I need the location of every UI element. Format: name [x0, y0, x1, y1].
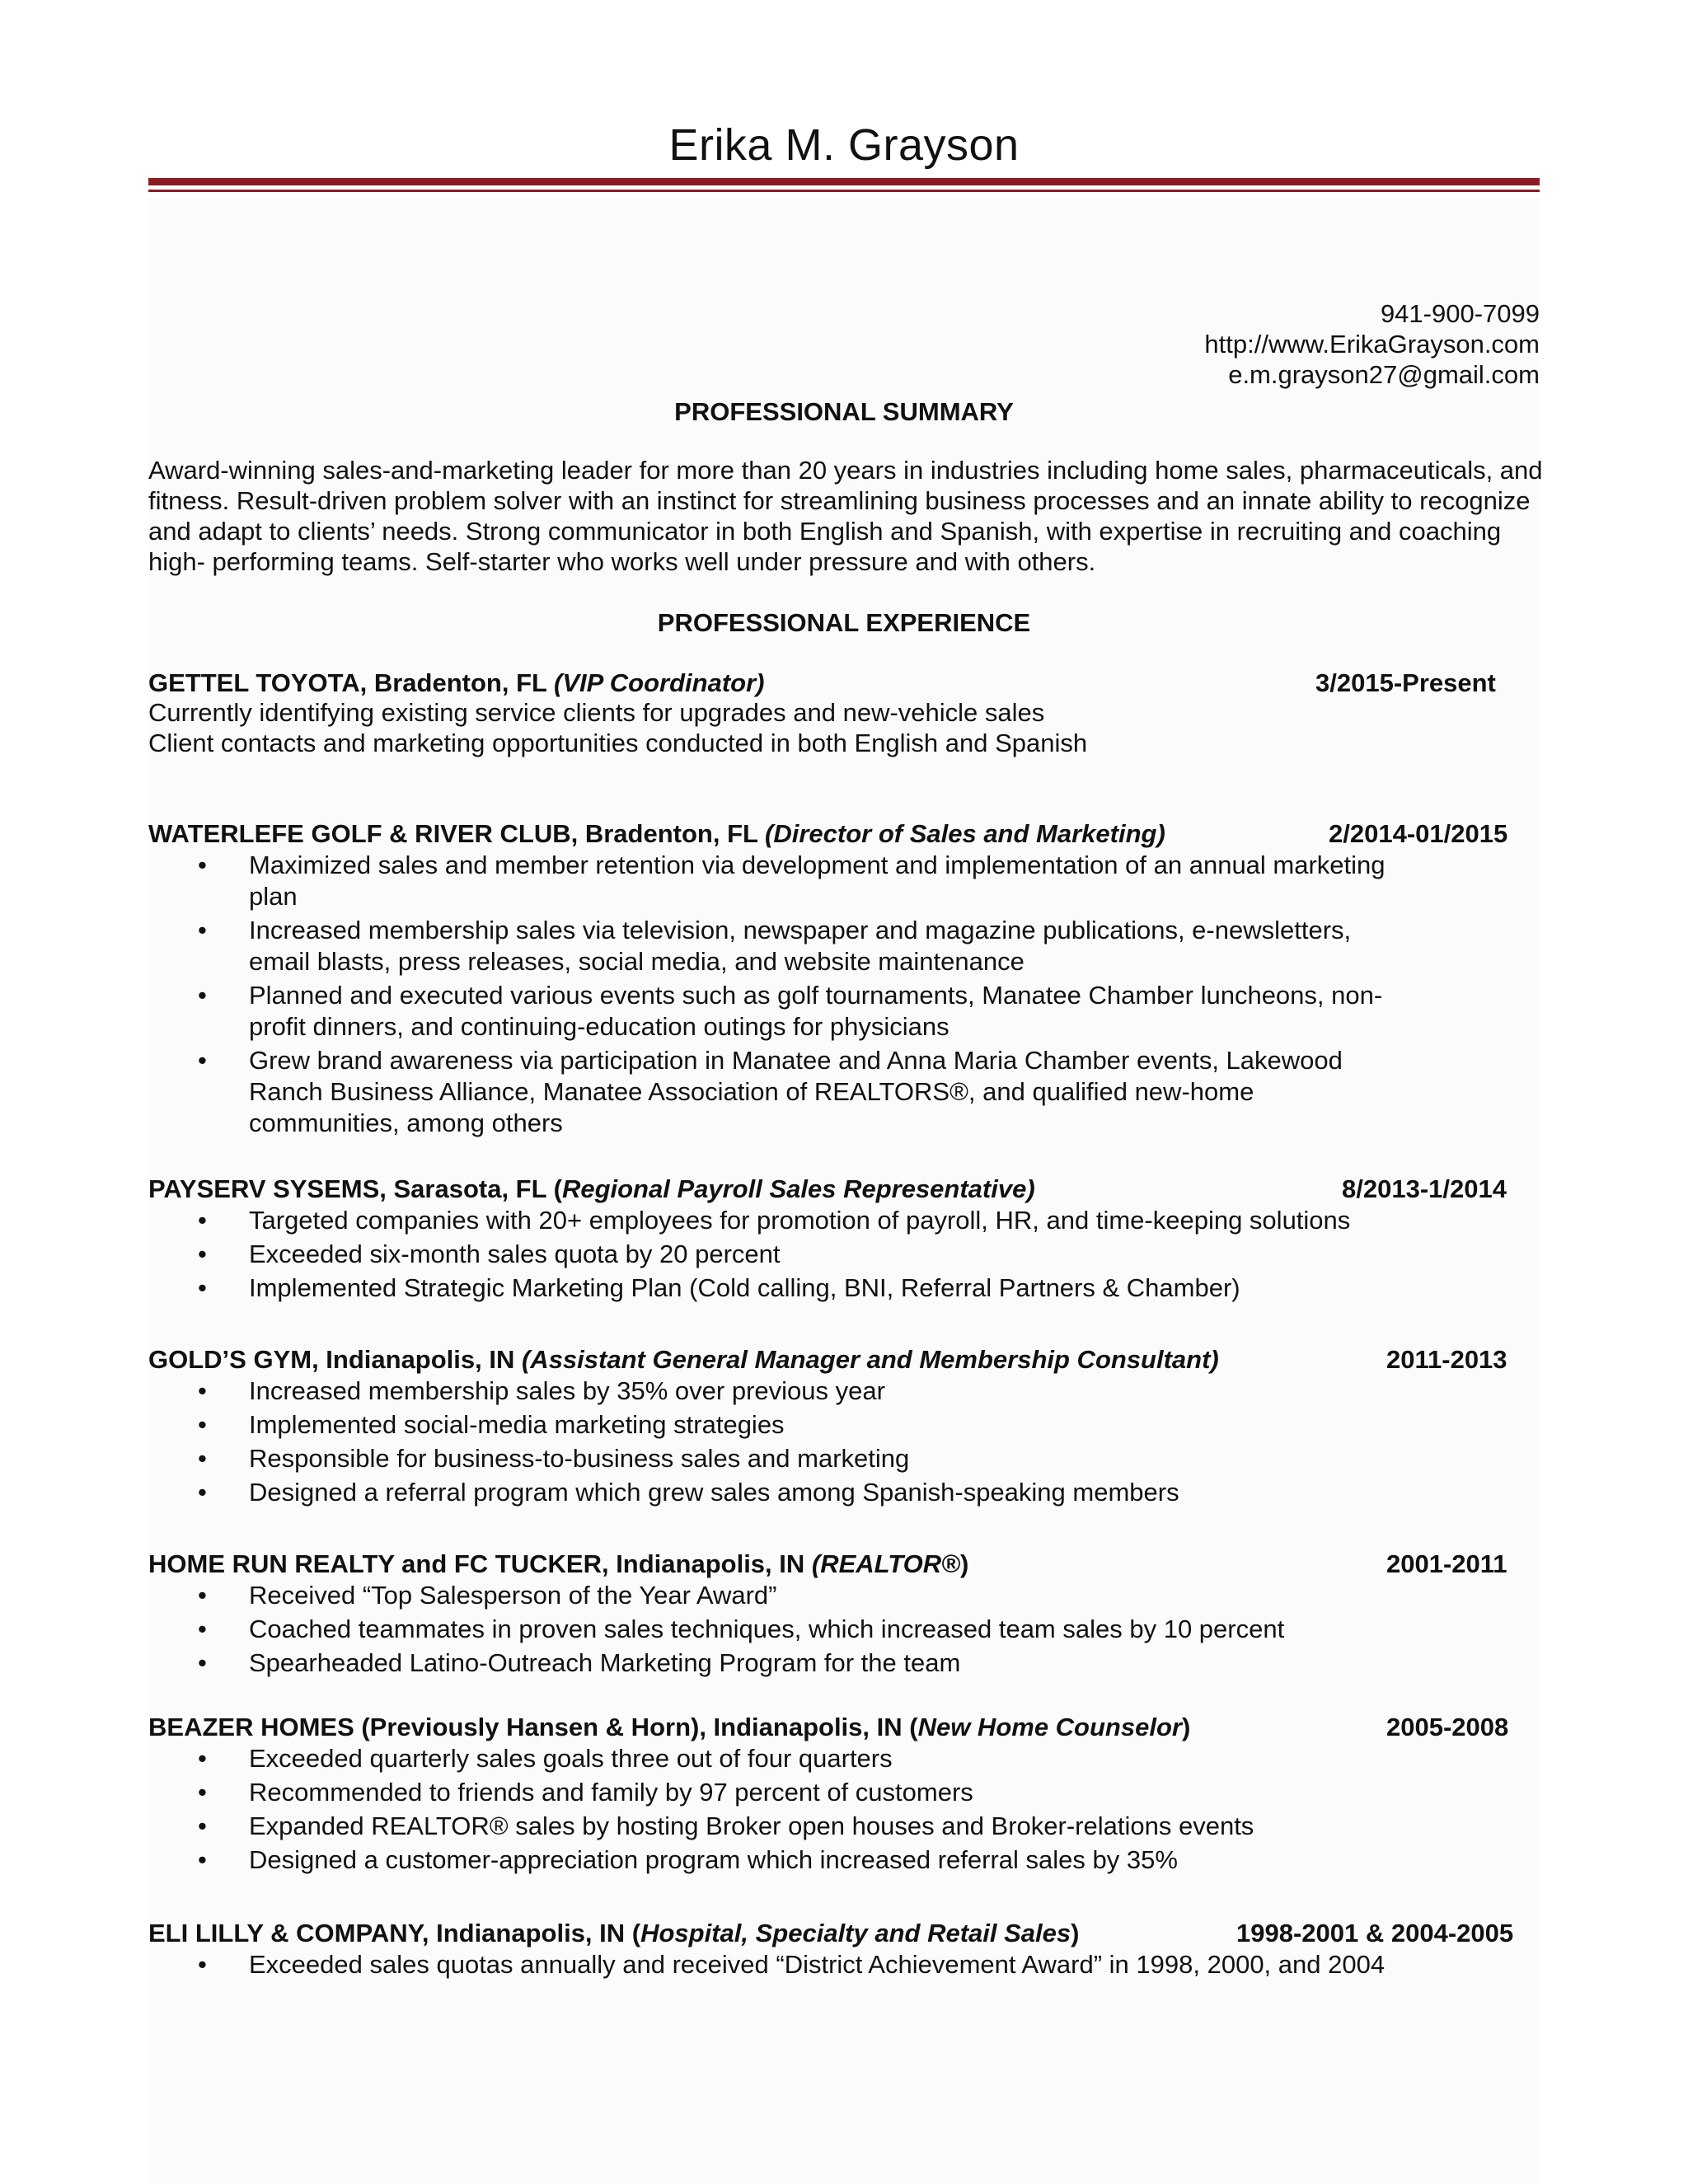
list-item: • Received “Top Salesperson of the Year Award”: [148, 1580, 1434, 1611]
contact-website[interactable]: http://www.ErikaGrayson.com: [1204, 330, 1540, 359]
bullet-list-payserv: [148, 1205, 1434, 1306]
job-role: (Director of Sales and Marketing): [765, 819, 1165, 848]
job-title-golds-gym: [148, 1345, 1219, 1375]
summary-text: Award-winning sales-and-marketing leader for more than 20 years in industries including home sales, pharmaceuticals, and fitness. Result-driven problem solver with an instinct for streamlining business processes and an innate ability to recognize and adapt to clients’ needs. Strong communicator in both English and Spanish, with expertise in recruiting and coaching high- performing teams. Self-starter who works well under pressure and with others.: [148, 456, 1543, 576]
job-role: New Home Counselor: [917, 1713, 1182, 1741]
job-dates-payserv: 8/2013-1/2014: [1342, 1174, 1507, 1203]
job-role-suffix: ): [1071, 1919, 1080, 1947]
header-rule-thin: [148, 190, 1540, 192]
job-title-payserv: [148, 1174, 1035, 1204]
job-line: Client contacts and marketing opportunities conducted in both English and Spanish: [148, 729, 1088, 757]
contact-phone: 941-900-7099: [1380, 299, 1540, 328]
list-item: • Responsible for business-to-business sales and marketing: [148, 1443, 1434, 1474]
list-item: • Implemented Strategic Marketing Plan (Cold calling, BNI, Referral Partners & Chamber): [148, 1272, 1434, 1304]
job-company: HOME RUN REALTY and FC TUCKER, Indianapolis, IN: [148, 1549, 812, 1578]
bullet-list-waterlefe: [148, 850, 1401, 1141]
job-company: GOLD’S GYM, Indianapolis, IN: [148, 1345, 522, 1374]
list-item: • Targeted companies with 20+ employees for promotion of payroll, HR, and time-keeping solutions: [148, 1205, 1434, 1236]
list-item: • Increased membership sales by 35% over previous year: [148, 1376, 1434, 1407]
bullet-list-beazer-homes: [148, 1743, 1434, 1878]
list-item: • Recommended to friends and family by 97 percent of customers: [148, 1777, 1434, 1808]
list-item: • Spearheaded Latino-Outreach Marketing Program for the team: [148, 1647, 1434, 1679]
job-dates-eli-lilly: 1998-2001 & 2004-2005: [1236, 1919, 1514, 1947]
job-role: (Assistant General Manager and Membership Consultant): [521, 1345, 1219, 1374]
list-item: • Increased membership sales via television, newspaper and magazine publications, e-newsletters, email blasts, press releases, social media, and website maintenance: [148, 915, 1401, 977]
list-item: • Planned and executed various events such as golf tournaments, Manatee Chamber luncheons, non-profit dinners, and continuing-education outings for physicians: [148, 980, 1401, 1043]
job-dates-golds-gym: 2011-2013: [1386, 1345, 1507, 1374]
list-item: • Designed a referral program which grew sales among Spanish-speaking members: [148, 1477, 1434, 1508]
job-title-gettel: [148, 668, 764, 698]
bullet-list-golds-gym: [148, 1376, 1434, 1511]
job-company: WATERLEFE GOLF & RIVER CLUB, Bradenton, FL: [148, 819, 766, 848]
contact-block: [1204, 298, 1540, 390]
job-title-waterlefe: [148, 819, 1165, 849]
experience-heading: PROFESSIONAL EXPERIENCE: [657, 608, 1031, 637]
job-dates-home-run-realty: 2001-2011: [1386, 1549, 1507, 1578]
job-role: Regional Payroll Sales Representative): [561, 1174, 1035, 1203]
list-item: • Coached teammates in proven sales techniques, which increased team sales by 10 percent: [148, 1614, 1434, 1645]
job-company: PAYSERV SYSEMS, Sarasota, FL (: [148, 1174, 562, 1203]
job-dates-gettel: 3/2015-Present: [1315, 668, 1496, 697]
header-rule-thick: [148, 178, 1540, 185]
job-role: Hospital, Specialty and Retail Sales: [640, 1919, 1071, 1947]
list-item: • Exceeded quarterly sales goals three out of four quarters: [148, 1743, 1434, 1774]
job-role: (REALTOR®: [811, 1549, 961, 1578]
job-role-suffix: ): [1181, 1713, 1191, 1741]
list-item: • Maximized sales and member retention via development and implementation of an annual marketing plan: [148, 850, 1401, 912]
list-item: • Implemented social-media marketing strategies: [148, 1409, 1434, 1441]
job-role-suffix: ): [960, 1549, 969, 1578]
list-item: • Grew brand awareness via participation in Manatee and Anna Maria Chamber events, Lakewood Ranch Business Alliance, Manatee Association of REALTORS®, and qualified new-home communities, among others: [148, 1045, 1401, 1139]
job-dates-waterlefe: 2/2014-01/2015: [1329, 819, 1508, 848]
summary-heading: PROFESSIONAL SUMMARY: [674, 397, 1014, 426]
job-title-home-run-realty: [148, 1549, 968, 1579]
list-item: • Designed a customer-appreciation program which increased referral sales by 35%: [148, 1844, 1434, 1876]
bullet-list-eli-lilly: [148, 1949, 1533, 1983]
job-role: (VIP Coordinator): [554, 668, 765, 697]
resume-name: Erika M. Grayson: [668, 120, 1020, 170]
job-title-beazer-homes: [148, 1713, 1190, 1742]
list-item: • Exceeded six-month sales quota by 20 percent: [148, 1239, 1434, 1270]
bullet-list-home-run-realty: [148, 1580, 1434, 1681]
job-dates-beazer-homes: 2005-2008: [1386, 1713, 1509, 1741]
job-company: GETTEL TOYOTA, Bradenton, FL: [148, 668, 555, 697]
job-title-eli-lilly: [148, 1919, 1079, 1948]
job-line: Currently identifying existing service clients for upgrades and new-vehicle sales: [148, 698, 1045, 727]
list-item: • Exceeded sales quotas annually and received “District Achievement Award” in 1998, 2000, and 2004: [148, 1949, 1533, 1980]
contact-email[interactable]: e.m.grayson27@gmail.com: [1228, 360, 1540, 389]
list-item: • Expanded REALTOR® sales by hosting Broker open houses and Broker-relations events: [148, 1811, 1434, 1842]
job-company: ELI LILLY & COMPANY, Indianapolis, IN (: [148, 1919, 641, 1947]
job-company: BEAZER HOMES (Previously Hansen & Horn), Indianapolis, IN (: [148, 1713, 918, 1741]
